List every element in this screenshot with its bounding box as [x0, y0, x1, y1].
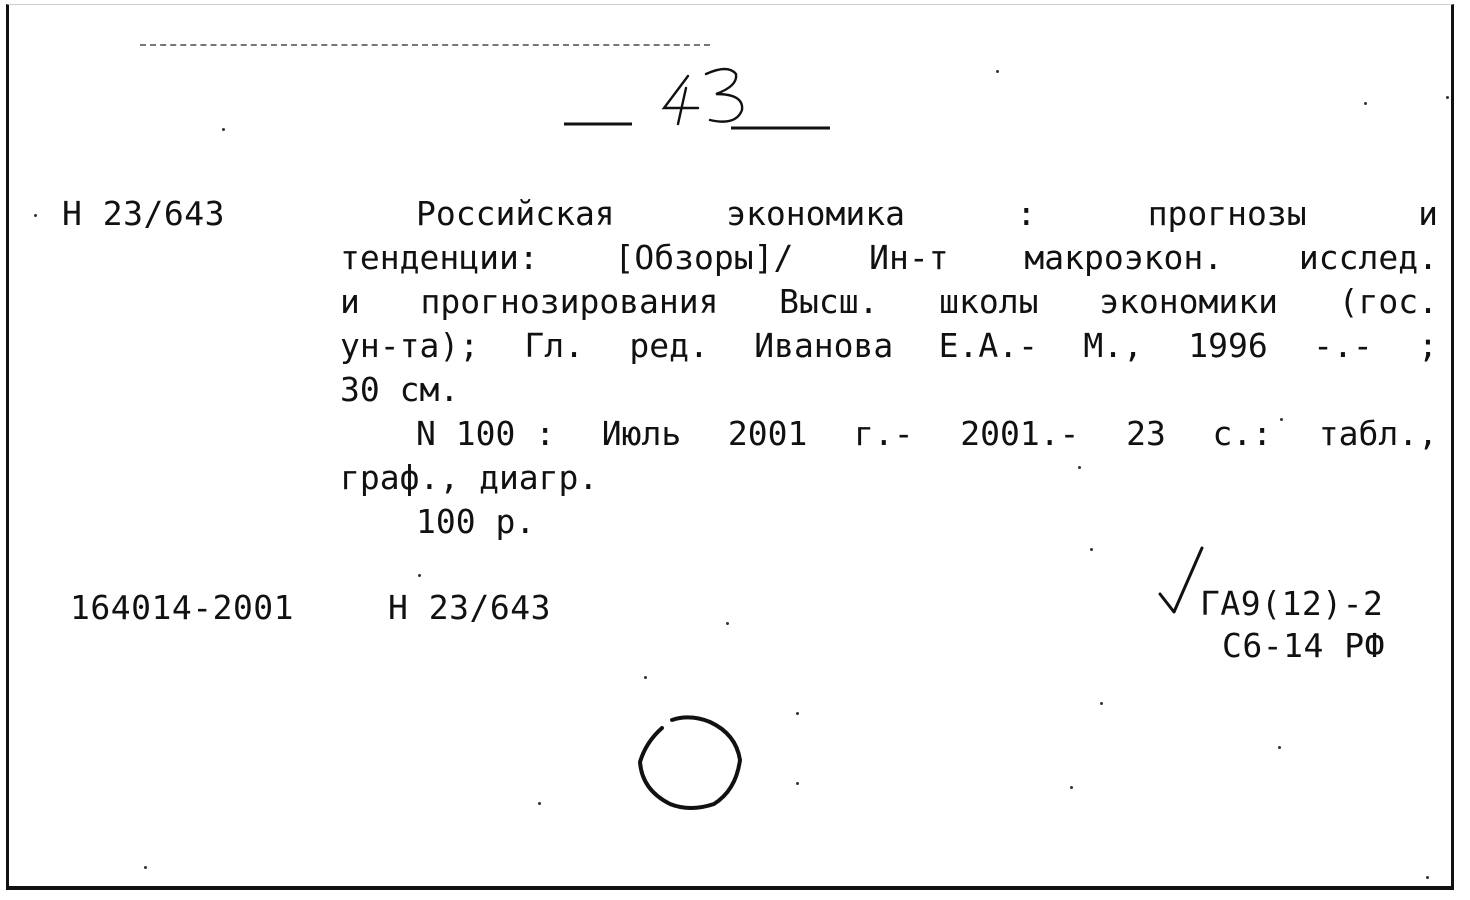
word: N 100 : — [416, 414, 556, 453]
speck — [1364, 102, 1367, 105]
word: ун-та); — [340, 326, 480, 365]
top-dashed-line — [140, 44, 710, 46]
bibliographic-description — [340, 192, 1438, 544]
description-line-3 — [340, 280, 1438, 324]
speck — [644, 676, 647, 679]
classification-code: ГА9(12)-2 — [1200, 584, 1384, 623]
speck — [726, 622, 729, 625]
word: Июль — [601, 414, 682, 453]
word: Е.А.- — [938, 326, 1038, 365]
speck — [144, 866, 147, 869]
description-line-5: 30 см. — [340, 370, 460, 409]
word: М., — [1083, 326, 1143, 365]
speck — [222, 128, 225, 131]
word: прогнозы — [1147, 194, 1307, 233]
word: экономики — [1099, 282, 1278, 321]
circle-stamp-icon — [632, 712, 748, 816]
speck — [1280, 418, 1283, 421]
word: исслед. — [1298, 238, 1438, 277]
region-code: С6-14 РФ — [1222, 626, 1385, 665]
word: ; — [1418, 326, 1438, 365]
word: 2001 — [727, 414, 808, 453]
speck — [34, 214, 37, 217]
description-line-1 — [340, 192, 1438, 236]
word: -.- — [1313, 326, 1373, 365]
word: 2001.- — [960, 414, 1080, 453]
word: [Обзоры]/ — [614, 238, 794, 277]
description-line-6 — [340, 412, 1438, 456]
speck — [1100, 702, 1103, 705]
word: с.: — [1212, 414, 1273, 453]
handwritten-number — [560, 58, 840, 152]
word: табл., — [1318, 414, 1438, 453]
description-line-4 — [340, 324, 1438, 368]
description-line-2 — [340, 236, 1438, 280]
speck — [1070, 786, 1073, 789]
word: Иванова — [754, 326, 894, 365]
speck — [1090, 548, 1093, 551]
word: : — [1016, 194, 1037, 233]
word: 1996 — [1188, 326, 1268, 365]
word: ред. — [629, 326, 709, 365]
speck — [1426, 876, 1429, 879]
word: школы — [939, 282, 1039, 321]
word: и — [340, 282, 360, 321]
word: Высш. — [779, 282, 879, 321]
speck — [996, 70, 999, 73]
word: прогнозирования — [420, 282, 719, 321]
speck — [1278, 746, 1281, 749]
speck — [1446, 96, 1449, 99]
call-number-bottom: Н 23/643 — [388, 588, 551, 627]
speck — [538, 802, 541, 805]
word: г.- — [853, 414, 914, 453]
call-number: Н 23/643 — [62, 194, 225, 233]
word: макроэкон. — [1024, 238, 1224, 277]
price: 100 р. — [416, 502, 536, 541]
word: экономика — [726, 194, 905, 233]
word: Гл. — [524, 326, 585, 365]
word: и — [1418, 194, 1438, 233]
word: Российская — [416, 194, 615, 233]
word: (гос. — [1338, 282, 1438, 321]
word: тенденции: — [340, 238, 539, 277]
inventory-number: 164014-2001 — [70, 588, 295, 627]
speck — [418, 574, 421, 577]
word: 23 — [1126, 414, 1166, 453]
speck — [796, 712, 799, 715]
speck — [796, 782, 799, 785]
word: Ин-т — [869, 238, 949, 277]
speck — [1078, 466, 1081, 469]
description-line-7: граф., диагр. — [340, 458, 599, 497]
